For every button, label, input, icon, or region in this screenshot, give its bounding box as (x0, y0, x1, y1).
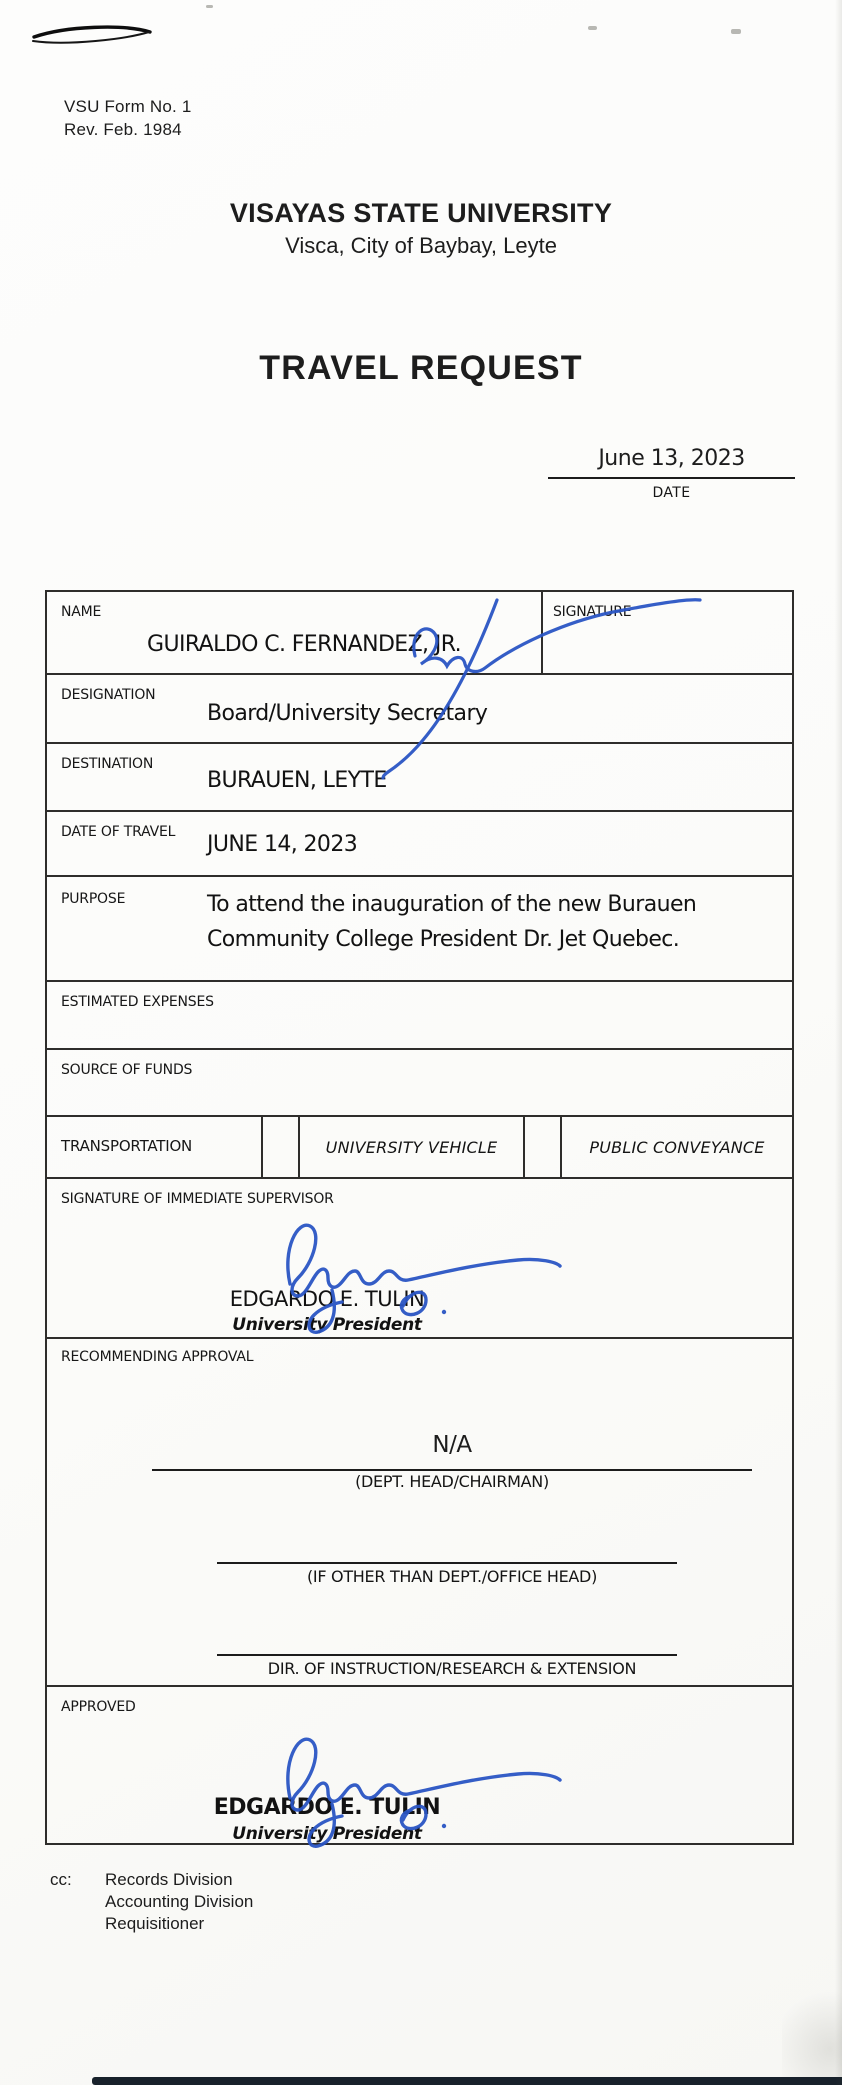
university-vehicle-label: UNIVERSITY VEHICLE (325, 1137, 498, 1157)
date-block (548, 446, 795, 501)
date-of-travel-value: JUNE 14, 2023 (207, 832, 358, 857)
university-vehicle-checkbox (263, 1117, 300, 1177)
form-number: VSU Form No. 1 (64, 97, 192, 116)
scan-speck (206, 5, 213, 8)
cc-item: Records Division (105, 1870, 233, 1889)
approved-section (47, 1687, 792, 1847)
dept-head-caption: (DEPT. HEAD/CHAIRMAN) (355, 1472, 549, 1491)
signature-cell (541, 592, 792, 673)
scan-edge-bar (92, 2077, 842, 2085)
public-conveyance-checkbox (525, 1117, 562, 1177)
supervisor-signatory-name: EDGARDO E. TULIN (229, 1287, 425, 1311)
purpose-row (47, 877, 792, 982)
name-row (47, 592, 792, 675)
recommending-section-label: RECOMMENDING APPROVAL (61, 1349, 254, 1365)
source-of-funds-row (47, 1050, 792, 1117)
approved-signatory-title: University President (232, 1824, 422, 1844)
estimated-expenses-row (47, 982, 792, 1050)
approved-section-label: APPROVED (61, 1699, 136, 1715)
designation-value: Board/University Secretary (207, 701, 488, 726)
supervisor-section-label: SIGNATURE OF IMMEDIATE SUPERVISOR (61, 1191, 334, 1207)
form-revision: Rev. Feb. 1984 (64, 120, 182, 139)
scan-speck (731, 29, 741, 34)
scan-noise (782, 1965, 842, 2085)
public-conveyance-option-cell (562, 1117, 792, 1177)
signature-label: SIGNATURE (553, 604, 632, 620)
dept-head-signature-line: N/A (152, 1415, 752, 1471)
public-conveyance-label: PUBLIC CONVEYANCE (589, 1137, 765, 1157)
director-signature-line (217, 1614, 677, 1656)
designation-row (47, 675, 792, 744)
supervisor-signature-section (47, 1179, 792, 1339)
form-number-block (64, 95, 192, 141)
university-name: VISAYAS STATE UNIVERSITY (229, 198, 613, 228)
cc-item: Requisitioner (105, 1914, 205, 1933)
destination-value: BURAUEN, LEYTE (207, 768, 387, 793)
transportation-label: TRANSPORTATION (61, 1137, 193, 1155)
transportation-row (47, 1117, 792, 1179)
cc-label: cc: (50, 1870, 72, 1889)
approved-signatory-name: EDGARDO E. TULIN (213, 1795, 441, 1820)
cc-item: Accounting Division (105, 1892, 254, 1911)
designation-label: DESIGNATION (61, 687, 156, 703)
scan-speck (588, 26, 597, 30)
form-table (45, 590, 794, 1845)
date-of-travel-row (47, 812, 792, 877)
date-caption: DATE (652, 485, 691, 501)
recommending-approval-section (47, 1339, 792, 1687)
other-head-signature-line (217, 1522, 677, 1564)
university-address: Visca, City of Baybay, Leyte (285, 233, 557, 258)
supervisor-signatory-title: University President (232, 1315, 422, 1335)
form-title: TRAVEL REQUEST (259, 349, 583, 387)
purpose-value: To attend the inauguration of the new Burauen Community College President Dr. Jet Quebec. (207, 892, 697, 952)
other-head-caption: (IF OTHER THAN DEPT./OFFICE HEAD) (306, 1567, 598, 1586)
transportation-label-cell (47, 1117, 263, 1177)
date-value: June 13, 2023 (548, 446, 795, 479)
staple-mark (28, 20, 158, 52)
name-label: NAME (61, 604, 102, 620)
university-vehicle-option-cell (300, 1117, 525, 1177)
estimated-expenses-label: ESTIMATED EXPENSES (61, 994, 214, 1010)
purpose-label: PURPOSE (61, 891, 126, 907)
destination-label: DESTINATION (61, 756, 154, 772)
date-of-travel-label: DATE OF TRAVEL (61, 824, 176, 840)
source-of-funds-label: SOURCE OF FUNDS (61, 1062, 193, 1078)
destination-row (47, 744, 792, 812)
name-value: GUIRALDO C. FERNANDEZ, JR. (147, 632, 462, 657)
director-caption: DIR. OF INSTRUCTION/RESEARCH & EXTENSION (267, 1659, 637, 1678)
